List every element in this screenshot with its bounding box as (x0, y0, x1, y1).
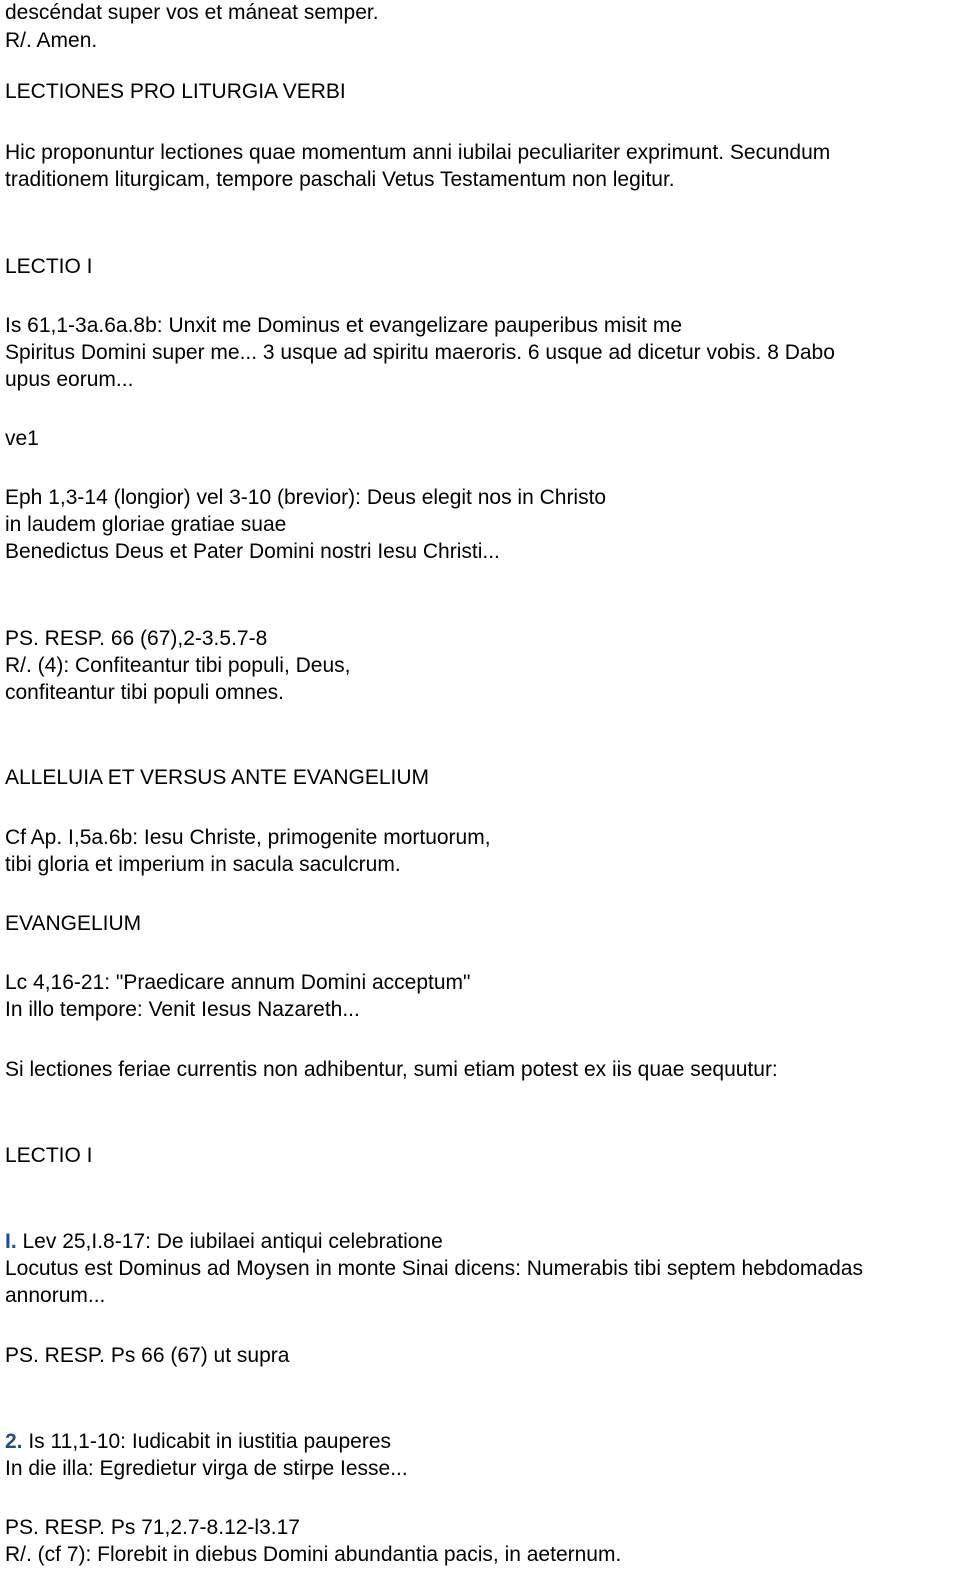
paragraph-line: traditionem liturgicam, tempore paschali Vetus Testamentum non legitur. (5, 168, 675, 191)
section-heading: LECTIONES PRO LITURGIA VERBI (5, 80, 346, 103)
reading-title: Is 11,1-10: Iudicabit in iustitia pauperes (22, 1430, 392, 1453)
section-heading: EVANGELIUM (5, 912, 142, 935)
reading-text: in laudem gloriae gratiae suae (5, 513, 287, 536)
item-number: I. (5, 1230, 17, 1253)
verse-reference: Cf Ap. I,5a.6b: Iesu Christe, primogenite mortuorum, (5, 826, 491, 849)
reading-text: Locutus est Dominus ad Moysen in monte Sinai dicens: Numerabis tibi septem hebdomadas (5, 1257, 863, 1280)
reading-title: Lev 25,I.8-17: De iubilaei antiqui celebratione (16, 1230, 443, 1253)
text-line: descéndat super vos et máneat semper. (5, 1, 379, 24)
reading-text: In die illa: Egredietur virga de stirpe Iesse... (5, 1457, 408, 1480)
item-number: 2. (5, 1430, 23, 1453)
reading-reference (5, 1229, 443, 1255)
reading-reference (5, 1429, 391, 1455)
psalm-response: R/. (cf 7): Florebit in diebus Domini abundantia pacis, in aeternum. (5, 1543, 622, 1566)
reading-text: annorum... (5, 1284, 106, 1307)
reading-text: upus eorum... (5, 368, 134, 391)
reading-reference: Eph 1,3-14 (longior) vel 3-10 (brevior): Deus elegit nos in Christo (5, 486, 607, 509)
reading-text: Benedictus Deus et Pater Domini nostri Iesu Christi... (5, 540, 500, 563)
psalm-reference: PS. RESP. 66 (67),2-3.5.7-8 (5, 627, 268, 650)
section-heading: LECTIO I (5, 1144, 93, 1167)
reading-reference: Is 61,1-3a.6a.8b: Unxit me Dominus et evangelizare pauperibus misit me (5, 314, 683, 337)
response-amen: R/. Amen. (5, 29, 98, 52)
text-line: ve1 (5, 427, 39, 450)
section-heading: ALLELUIA ET VERSUS ANTE EVANGELIUM (5, 766, 430, 789)
reading-text: Spiritus Domini super me... 3 usque ad spiritu maeroris. 6 usque ad dicetur vobis. 8 Dabo (5, 341, 835, 364)
psalm-reference: PS. RESP. Ps 66 (67) ut supra (5, 1344, 290, 1367)
verse-text: tibi gloria et imperium in sacula saculcrum. (5, 853, 401, 876)
gospel-reference: Lc 4,16-21: "Praedicare annum Domini acceptum" (5, 971, 471, 994)
paragraph-line: Hic proponuntur lectiones quae momentum anni iubilai peculiariter exprimunt. Secundum (5, 141, 831, 164)
psalm-response: confiteantur tibi populi omnes. (5, 681, 284, 704)
psalm-response: R/. (4): Confiteantur tibi populi, Deus, (5, 654, 351, 677)
rubric: Si lectiones feriae currentis non adhibentur, sumi etiam potest ex iis quae sequutur: (5, 1058, 778, 1081)
gospel-text: In illo tempore: Venit Iesus Nazareth... (5, 998, 360, 1021)
psalm-reference: PS. RESP. Ps 71,2.7-8.12-l3.17 (5, 1516, 300, 1539)
section-heading: LECTIO I (5, 255, 93, 278)
